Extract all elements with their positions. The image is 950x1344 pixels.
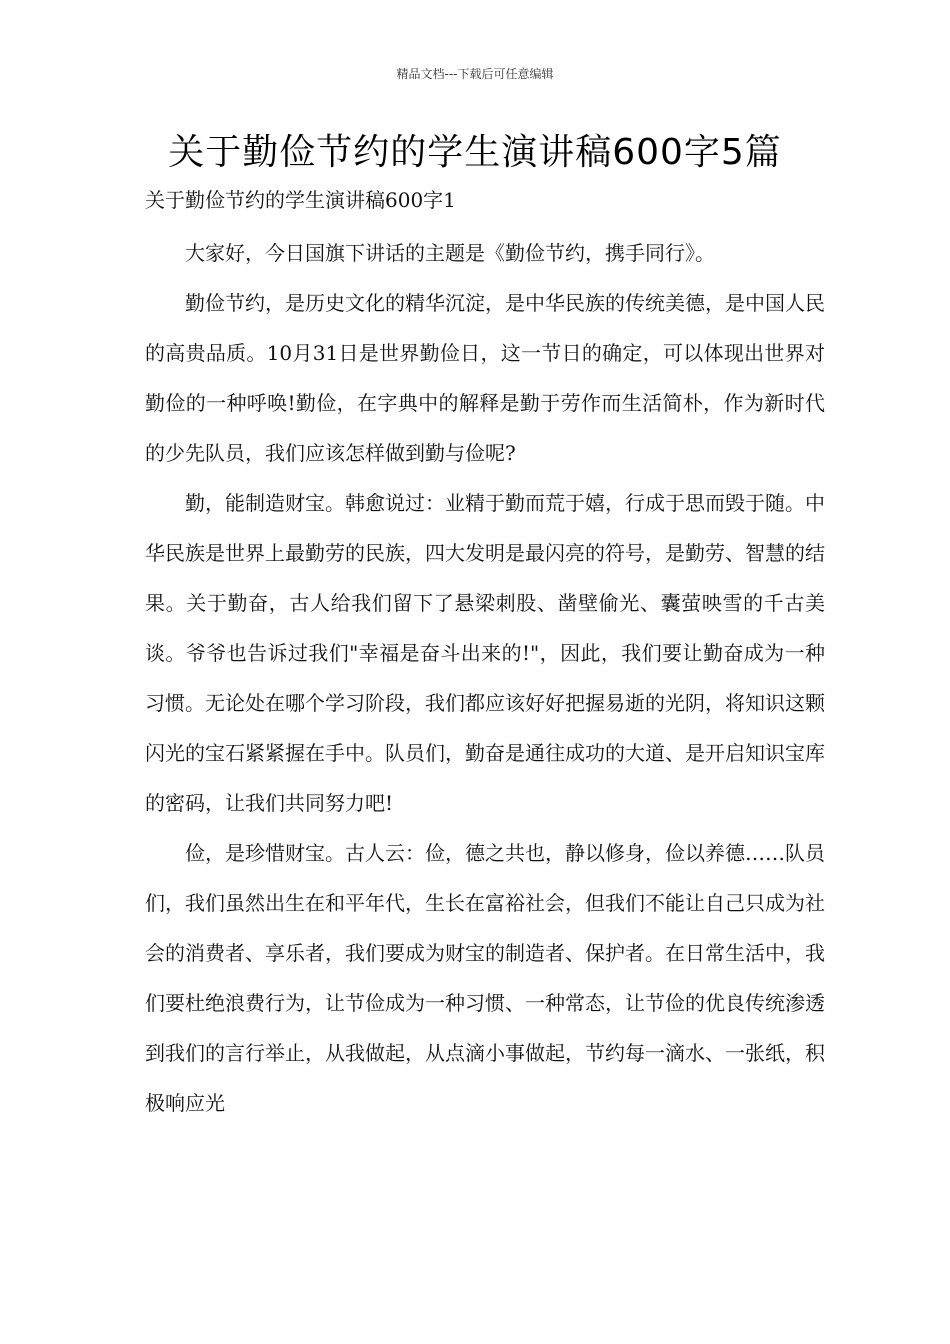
- body-text: [145, 228, 825, 1128]
- section-subtitle: 关于勤俭节约的学生演讲稿600字1: [145, 188, 456, 212]
- page-header: 精品文档---下载后可任意编辑: [396, 67, 554, 81]
- document-title: 关于勤俭节约的学生演讲稿600字5篇: [168, 132, 782, 173]
- paragraph-diligence: 勤，能制造财宝。韩愈说过：业精于勤而荒于嬉，行成于思而毁于随。中华民族是世界上最勤劳的民族，四大发明是最闪亮的符号，是勤劳、智慧的结果。关于勤奋，古人给我们留下了悬梁刺股、凿壁偷光、囊萤映雪的千古美谈。爷爷也告诉过我们"幸福是奋斗出来的!"，因此，我们要让勤奋成为一种习惯。无论处在哪个学习阶段，我们都应该好好把握易逝的光阴，将知识这颗闪光的宝石紧紧握在手中。队员们，勤奋是通往成功的大道、是开启知识宝库的密码，让我们共同努力吧!: [145, 491, 825, 815]
- paragraph-greeting: 大家好，今日国旗下讲话的主题是《勤俭节约，携手同行》。: [185, 241, 715, 265]
- paragraph-thrift: 俭，是珍惜财宝。古人云：俭，德之共也，静以修身，俭以养德……队员们，我们虽然出生在和平年代，生长在富裕社会，但我们不能让自己只成为社会的消费者、享乐者，我们要成为财宝的制造者、保护者。在日常生活中，我们要杜绝浪费行为，让节俭成为一种习惯、一种常态，让节俭的优良传统渗透到我们的言行举止，从我做起，从点滴小事做起，节约每一滴水、一张纸，积极响应光: [145, 841, 825, 1115]
- paragraph-virtue: 勤俭节约，是历史文化的精华沉淀，是中华民族的传统美德，是中国人民的高贵品质。10月31日是世界勤俭日，这一节日的确定，可以体现出世界对勤俭的一种呼唤!勤俭，在字典中的解释是勤于劳作而生活简朴，作为新时代的少先队员，我们应该怎样做到勤与俭呢?: [145, 291, 825, 465]
